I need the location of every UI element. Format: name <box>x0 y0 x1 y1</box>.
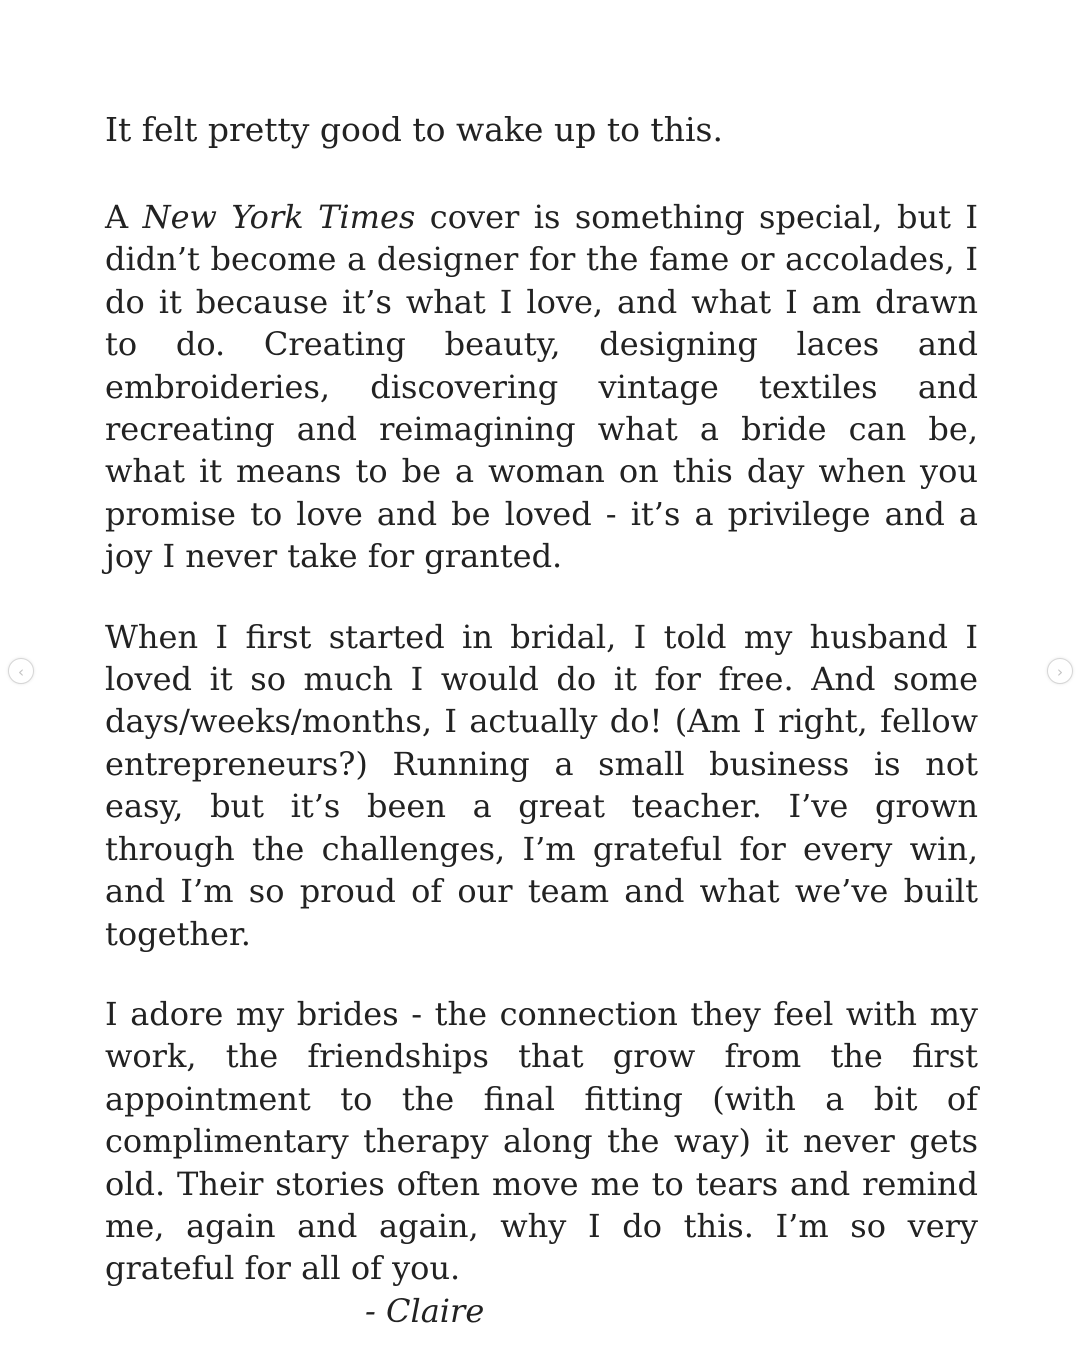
paragraph-2: When I first started in bridal, I told my husband I loved it so much I would do it for free. And some days/weeks/months, I actually do! (Am I right, fellow entrepreneurs?) Running a small business is not easy, but it’s been a great teacher. I’ve grown through the challenges, I’m grateful for every win, and I’m so proud of our team and what we’ve built together. <box>105 617 978 953</box>
signature: - Claire <box>365 1291 485 1330</box>
next-slide-button[interactable] <box>1047 658 1073 684</box>
paragraph-1 <box>105 196 978 578</box>
letter-page <box>105 104 978 1332</box>
letter-heading: It felt pretty good to wake up to this. <box>105 110 723 149</box>
paragraph-1-lead: A <box>105 198 143 236</box>
paragraph-1-body: cover is something special, but I didn’t become a designer for the fame or accolades, I do it because it’s what I love, and what I am drawn to do. Creating beauty, designing laces and embroideries, discovering vintage textiles and recreating and reimagining what a bride can be, what it means to be a woman on this day when you promise to love and be loved - it’s a privilege and a joy I never take for granted. <box>105 198 979 576</box>
publication-name: New York Times <box>142 198 416 236</box>
chevron-right-icon: › <box>1057 663 1063 681</box>
chevron-left-icon: ‹ <box>18 663 24 681</box>
previous-slide-button[interactable] <box>8 658 34 684</box>
paragraph-3: I adore my brides - the connection they feel with my work, the friendships that grow from the first appointment to the final fitting (with a bit of complimentary therapy along the way) it never gets old. Their stories often move me to tears and remind me, again and again, why I do this. I’m so very grateful for all of you. <box>105 994 978 1288</box>
